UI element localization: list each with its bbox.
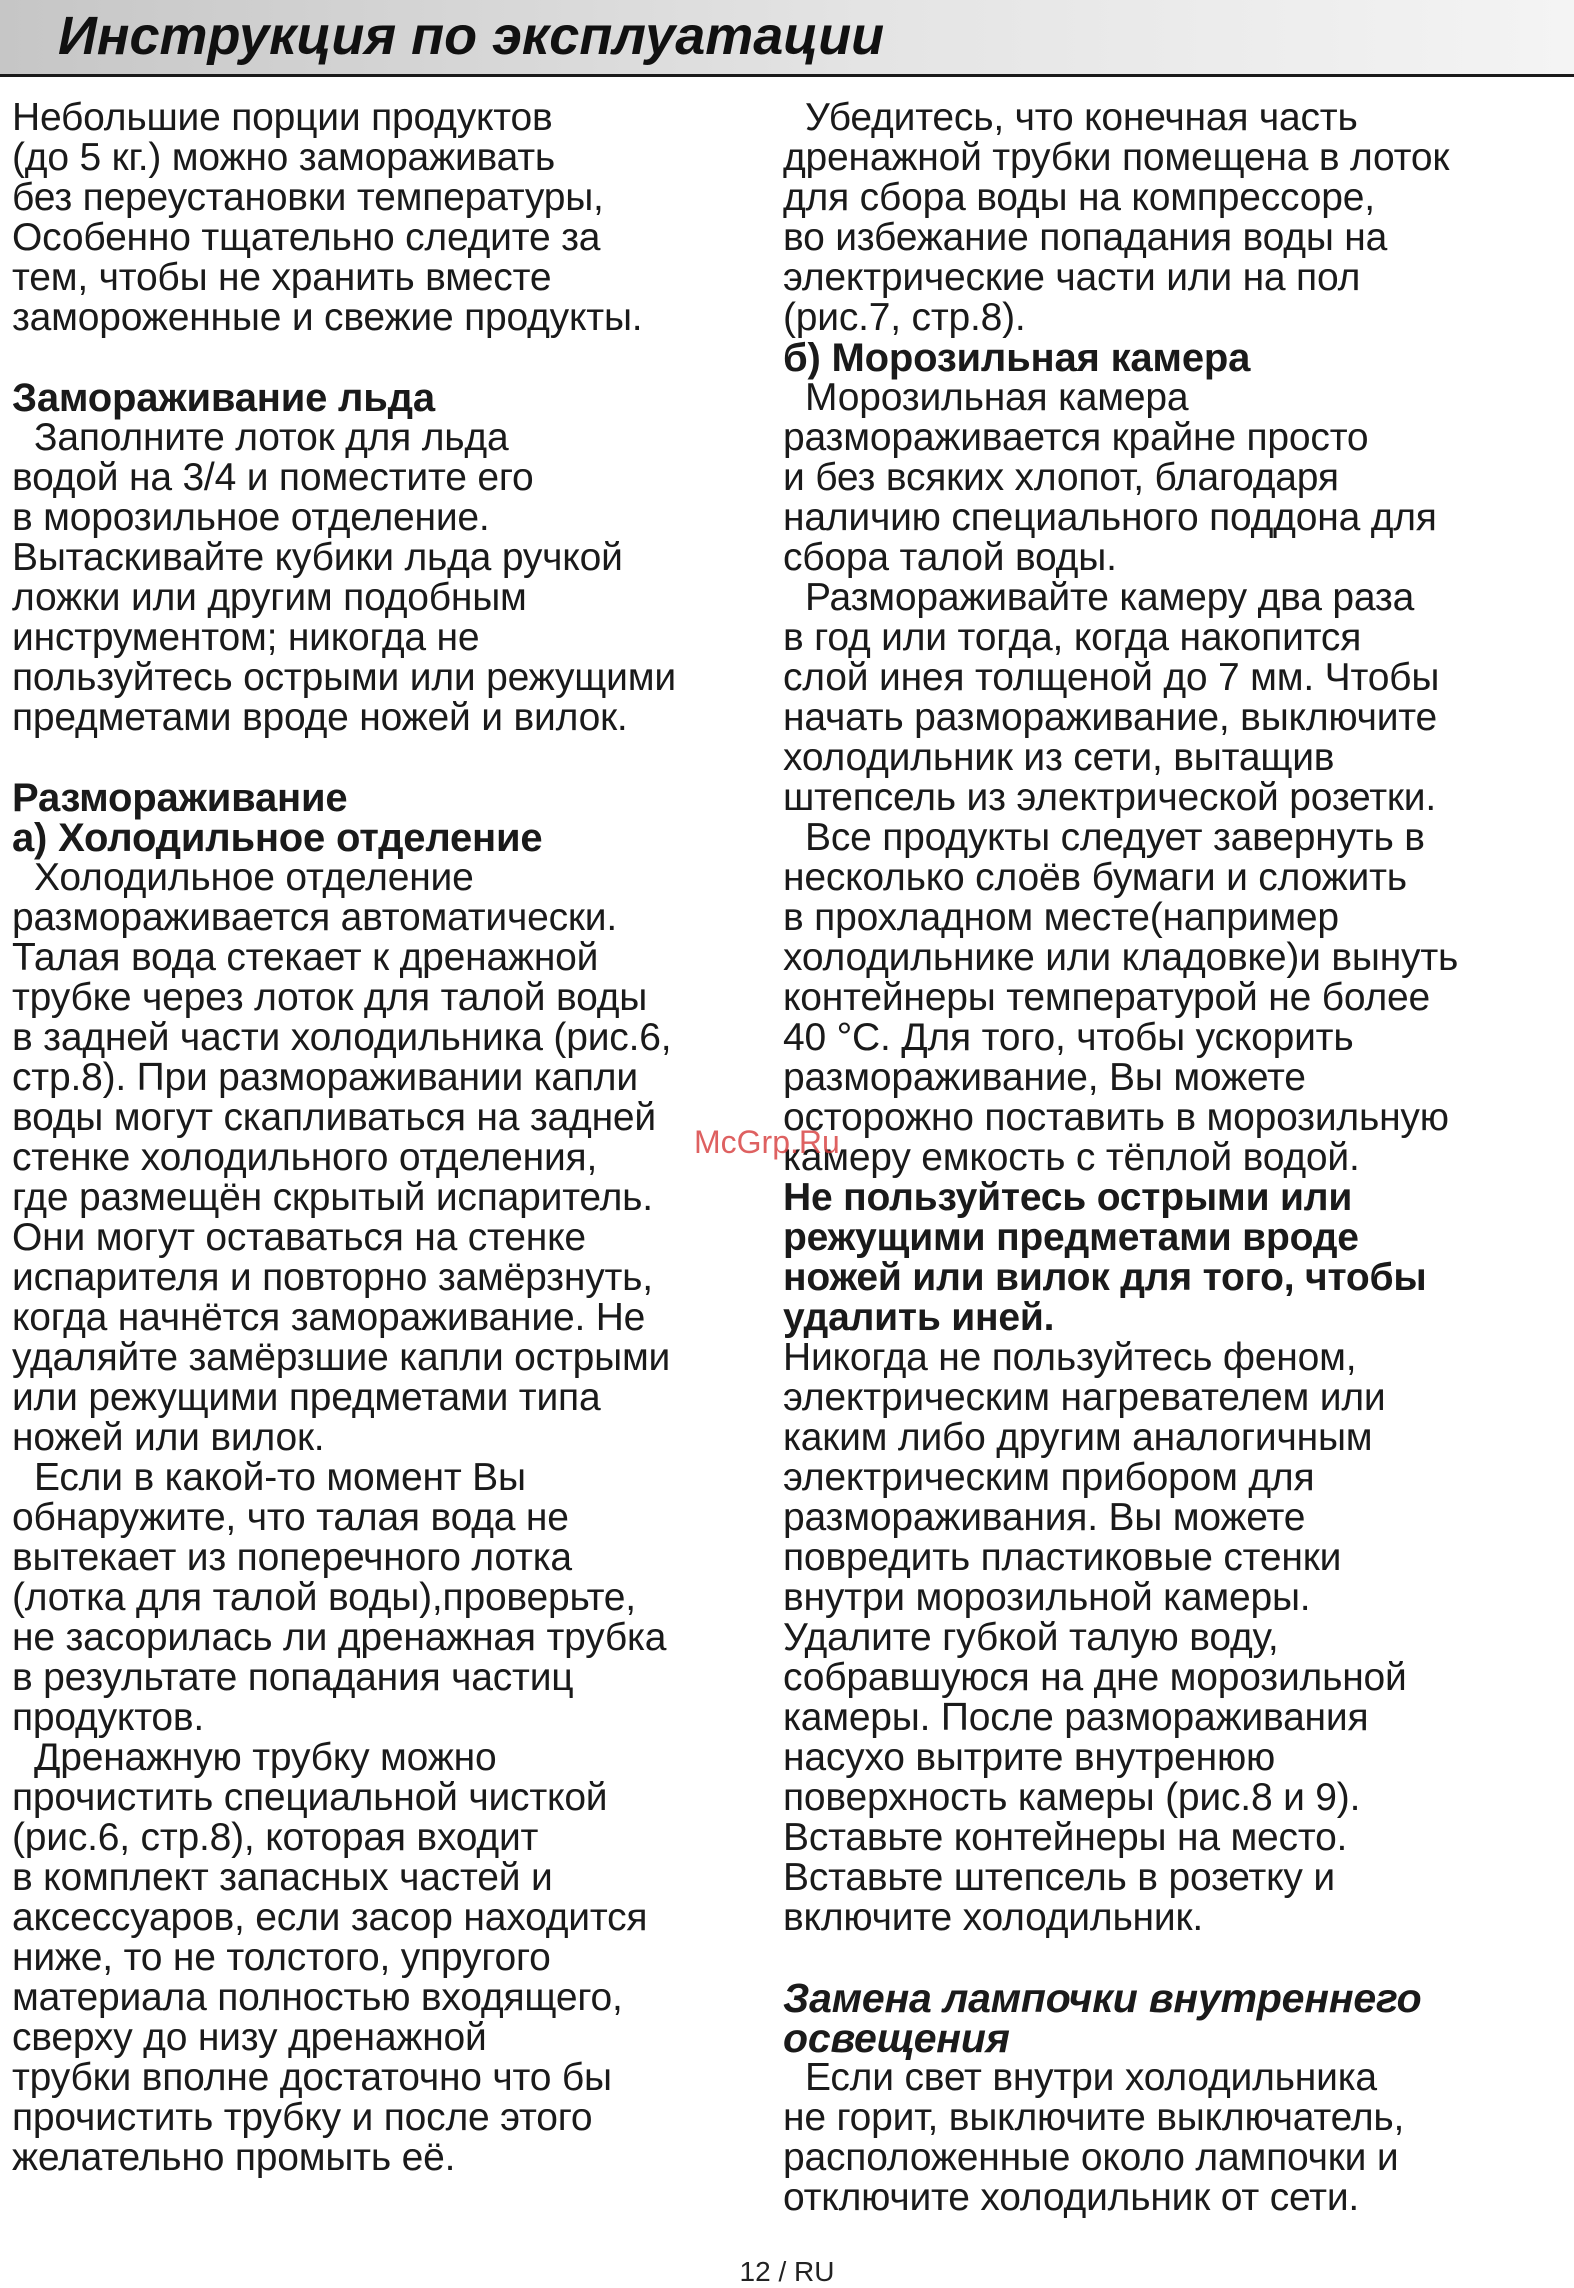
freezer-heading: б) Морозильная камера <box>783 336 1251 380</box>
freezer-paragraph-3: Все продукты следует завернуть в несколько слоёв бумаги и сложить в прохладном месте(например холодильнике или кладовке)и вынуть контейнеры температурой не более 40 °С. Для того, чтобы ускорить размораживание, Вы можете осторожно поставить в морозильную камеру емкость с тёплой водой. <box>783 816 1459 1179</box>
drain-paragraph: Убедитесь, что конечная часть дренажной трубки помещена в лоток для сбора воды на компрессоре, во избежание попадания воды на электрические части или на пол (рис.7, стр.8). <box>783 96 1450 339</box>
freezer-paragraph-2: Размораживайте камеру два раза в год или тогда, когда накопится слой инея толщеной до 7 мм. Чтобы начать размораживание, выключите холодильник из сети, вытащив штепсель из электрической розетки. <box>783 576 1440 819</box>
freezer-paragraph-4: Никогда не пользуйтесь феном, электрическим нагревателем или каким либо другим аналогичным электрическим прибором для размораживания. Вы можете повредить пластиковые стенки внутри морозильной камеры. Удалите губкой талую воду, собравшуюся на дне морозильной камеры. После размораживания насухо вытрите внутренюю поверхность камеры (рис.8 и 9). Вставьте контейнеры на место. Вставьте штепсель в розетку и включите холодильник. <box>783 1336 1407 1939</box>
right-column <box>783 98 1563 2218</box>
lamp-heading: Замена лампочки внутреннего освещения <box>783 1975 1422 2061</box>
ice-paragraph: Заполните лоток для льда водой на 3/4 и поместите его в морозильное отделение. Вытаскивайте кубики льда ручкой ложки или другим подобным инструментом; никогда не пользуйтесь острыми или режущими предметами вроде ножей и вилок. <box>12 416 676 739</box>
fridge-paragraph-2: Если в какой-то момент Вы обнаружите, что талая вода не вытекает из поперечного лотка (лотка для талой воды),проверьте, не засорилась ли дренажная трубка в результате попадания частиц продуктов. <box>12 1456 667 1739</box>
intro-paragraph: Небольшие порции продуктов (до 5 кг.) можно замораживать без переустановки температуры, Особенно тщательно следите за тем, чтобы не хранить вместе замороженные и свежие продукты. <box>12 96 643 339</box>
freezer-paragraph-1: Морозильная камера размораживается крайне просто и без всяких хлопот, благодаря наличию специального поддона для сбора талой воды. <box>783 376 1437 579</box>
page-number: 12 / RU <box>739 2256 835 2287</box>
lamp-paragraph: Если свет внутри холодильника не горит, выключите выключатель, расположенные около лампочки и отключите холодильник от сети. <box>783 2056 1405 2219</box>
warning-paragraph: Не пользуйтесь острыми или режущими предметами вроде ножей или вилок для того, чтобы удалить иней. <box>783 1176 1427 1339</box>
left-column <box>12 98 764 2178</box>
fridge-paragraph-1: Холодильное отделение размораживается автоматически. Талая вода стекает к дренажной трубке через лоток для талой воды в задней части холодильника (рис.6, стр.8). При размораживании капли воды могут скапливаться на задней стенке холодильного отделения, где размещён скрытый испаритель. Они могут оставаться на стенке испарителя и повторно замёрзнуть, когда начнётся замораживание. Не удаляйте замёрзшие капли острыми или режущими предметами типа ножей или вилок. <box>12 856 672 1459</box>
page-title: Инструкция по эксплуатации <box>58 6 885 66</box>
ice-heading: Замораживание льда <box>12 376 435 420</box>
defrost-heading: Размораживание <box>12 776 348 820</box>
fridge-paragraph-3: Дренажную трубку можно прочистить специальной чисткой (рис.6, стр.8), которая входит в комплект запасных частей и аксессуаров, если засор находится ниже, то не толстого, упругого материала полностью входящего, сверху до низу дренажной трубки вполне достаточно что бы прочистить трубку и после этого желательно промыть её. <box>12 1736 648 2179</box>
fridge-heading: а) Холодильное отделение <box>12 816 543 860</box>
watermark: McGrp.Ru <box>694 1124 840 1160</box>
